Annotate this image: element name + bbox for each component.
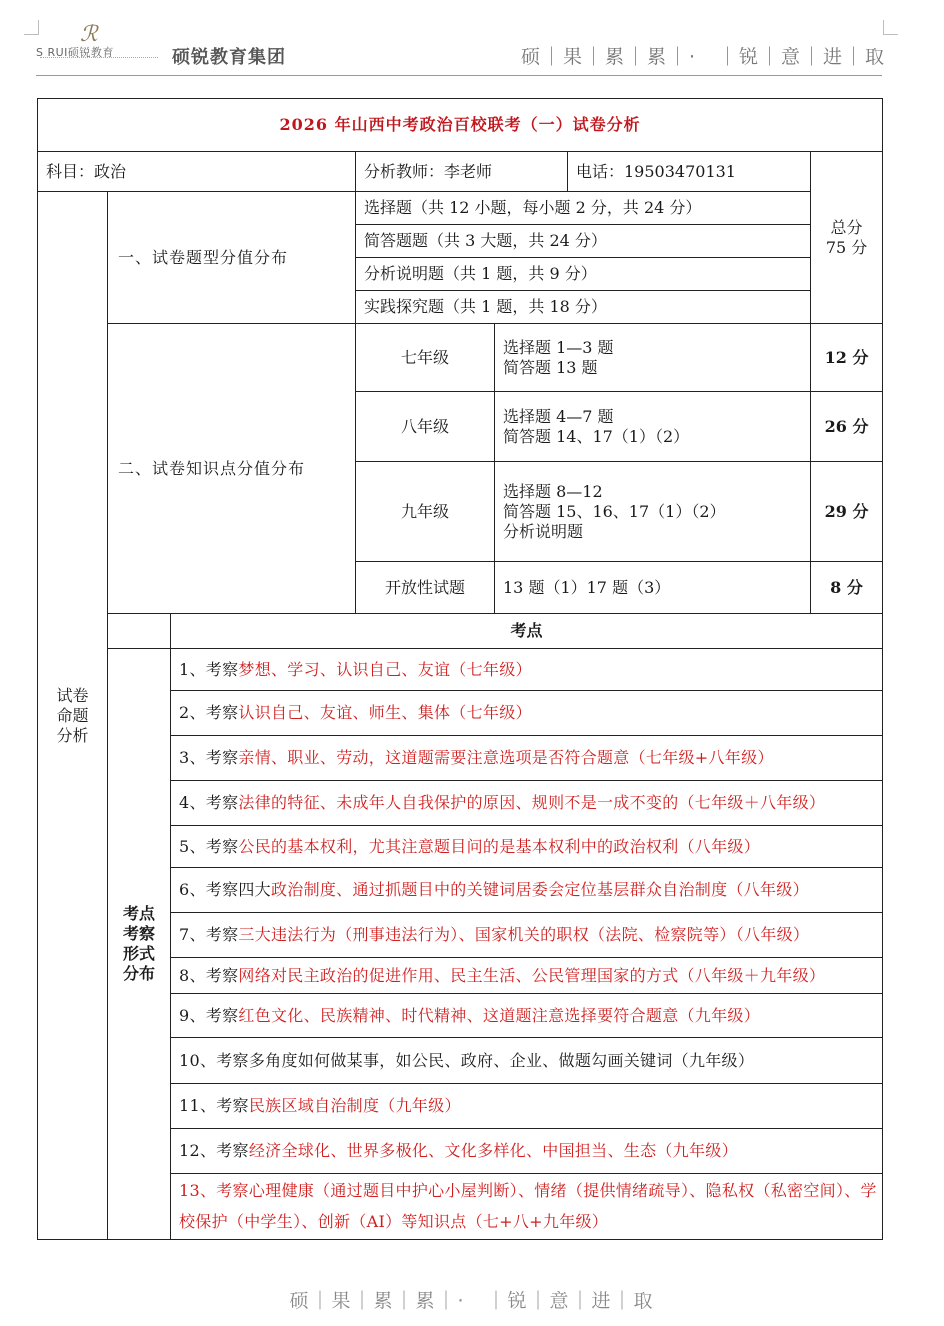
side-label-line: 试卷 [56, 685, 89, 705]
kp-prefix: 5、考察 [179, 836, 239, 856]
detail-line: 选择题 4—7 题 [503, 406, 614, 426]
detail-line: 13 题（1）17 题（3） [503, 577, 671, 597]
kp-row [171, 913, 883, 958]
detail-line: 简答题 15、16、17（1）（2） [503, 501, 726, 521]
side-label-line: 分析 [56, 725, 89, 745]
teacher-cell: 分析教师：李老师 [356, 152, 568, 192]
total-score-cell [811, 152, 883, 324]
kp-header: 考点 [171, 614, 883, 649]
kp-highlight: 梦想、学习、认识自己、友谊（七年级） [238, 659, 532, 679]
kp-highlight: 政治制度、通过抓题目中的关键词居委会定位基层群众自治制度（八年级） [270, 880, 809, 899]
grade-cell: 七年级 [356, 324, 495, 392]
header-divider [36, 75, 882, 76]
kp-prefix: 2、考察 [179, 703, 239, 722]
grade-cell: 八年级 [356, 392, 495, 462]
logo-underline [40, 57, 158, 61]
logo-swirl-icon: ℛ [80, 22, 98, 47]
grade-score: 12 分 [811, 324, 883, 392]
grade-detail [495, 562, 811, 614]
detail-line: 简答题 13 题 [503, 357, 598, 377]
kp-blank-cell [108, 614, 171, 649]
kp-prefix: 9、考察 [179, 1005, 239, 1025]
detail-line: 分析说明题 [503, 521, 584, 541]
kp-prefix: 3、考察 [179, 748, 239, 767]
kp-side-line: 分布 [122, 964, 155, 983]
kp-prefix: 10、考察多角度如何做某事，如公民、政府、企业、做题勾画关键词（九年级） [179, 1050, 755, 1070]
phone-cell: 电话：19503470131 [568, 152, 811, 192]
kp-highlight: 红色文化、民族精神、时代精神、这道题注意选择要符合题意（九年级） [238, 1005, 760, 1025]
kp-highlight: 民族区域自治制度（九年级） [248, 1096, 461, 1115]
kp-prefix: 4、考察 [179, 793, 239, 812]
question-type-row: 简答题题（共 3 大题，共 24 分） [356, 225, 811, 258]
kp-row [171, 649, 883, 691]
kp-prefix: 12、考察 [179, 1141, 249, 1160]
logo-text: S RUI硕锐教育 [36, 46, 114, 59]
kp-side-label [108, 649, 171, 1240]
kp-highlight: 经济全球化、世界多极化、文化多样化、中国担当、生态（九年级） [248, 1141, 738, 1160]
side-label [38, 192, 108, 1240]
kp-row [171, 781, 883, 826]
kp-prefix: 11、考察 [179, 1096, 249, 1115]
kp-row [171, 1038, 883, 1084]
kp-row [171, 868, 883, 913]
detail-line: 简答题 14、17（1）（2） [503, 426, 690, 446]
kp-prefix: 6、考察四大 [179, 880, 271, 899]
kp-prefix: 8、考察 [179, 965, 239, 985]
grade-detail [495, 392, 811, 462]
section1-title: 一、试卷题型分值分布 [108, 192, 356, 324]
kp-prefix: 7、考察 [179, 925, 239, 944]
kp-row [171, 1084, 883, 1129]
kp-row [171, 736, 883, 781]
kp-highlight: 公民的基本权利，尤其注意题目问的是基本权利中的政治权利（八年级） [238, 836, 760, 856]
header-motto: 硕｜果｜累｜累｜· ｜锐｜意｜进｜取 [520, 46, 886, 68]
kp-highlight: 网络对民主政治的促进作用、民主生活、公民管理国家的方式（八年级＋九年级） [238, 965, 826, 985]
page-title: 2026 年山西中考政治百校联考（一）试卷分析 [38, 99, 883, 152]
question-type-row: 分析说明题（共 1 题，共 9 分） [356, 258, 811, 291]
kp-side-line: 考察 [122, 924, 155, 943]
total-label: 总分 [830, 217, 863, 237]
company-logo [36, 22, 160, 66]
kp-row [171, 994, 883, 1038]
kp-highlight: 三大违法行为（刑事违法行为）、国家机关的职权（法院、检察院等）（八年级） [238, 925, 810, 944]
kp-row [171, 958, 883, 994]
kp-row: 13、考察心理健康（通过题目中护心小屋判断）、情绪（提供情绪疏导）、隐私权（私密空间）、学校保护（中学生）、创新（AI）等知识点（七+八+九年级） [171, 1174, 883, 1240]
subject-cell: 科目：政治 [38, 152, 356, 192]
analysis-table [37, 98, 883, 1240]
kp-highlight: 亲情、职业、劳动，这道题需要注意选项是否符合题意（七年级+八年级） [238, 748, 774, 767]
side-label-line: 命题 [56, 705, 89, 725]
grade-cell: 开放性试题 [356, 562, 495, 614]
footer-motto: 硕｜果｜累｜累｜· ｜锐｜意｜进｜取 [289, 1290, 655, 1312]
question-type-row: 实践探究题（共 1 题，共 18 分） [356, 291, 811, 324]
kp-side-line: 形式 [122, 944, 155, 963]
page-header [0, 0, 944, 80]
kp-side-line: 考点 [122, 904, 155, 923]
kp-prefix: 1、考察 [179, 659, 239, 679]
kp-row [171, 1129, 883, 1174]
grade-cell: 九年级 [356, 462, 495, 562]
total-value: 75 分 [825, 237, 868, 257]
question-type-row: 选择题（共 12 小题，每小题 2 分，共 24 分） [356, 192, 811, 225]
grade-detail [495, 462, 811, 562]
grade-score: 8 分 [811, 562, 883, 614]
kp-row [171, 691, 883, 736]
company-name: 硕锐教育集团 [172, 47, 286, 68]
detail-line: 选择题 1—3 题 [503, 337, 614, 357]
kp-row [171, 826, 883, 868]
kp-highlight: 认识自己、友谊、师生、集体（七年级） [238, 703, 532, 722]
section2-title: 二、试卷知识点分值分布 [108, 324, 356, 614]
grade-score: 26 分 [811, 392, 883, 462]
detail-line: 选择题 8—12 [503, 481, 603, 501]
grade-detail [495, 324, 811, 392]
grade-score: 29 分 [811, 462, 883, 562]
kp-highlight: 法律的特征、未成年人自我保护的原因、规则不是一成不变的（七年级＋八年级） [238, 793, 826, 812]
